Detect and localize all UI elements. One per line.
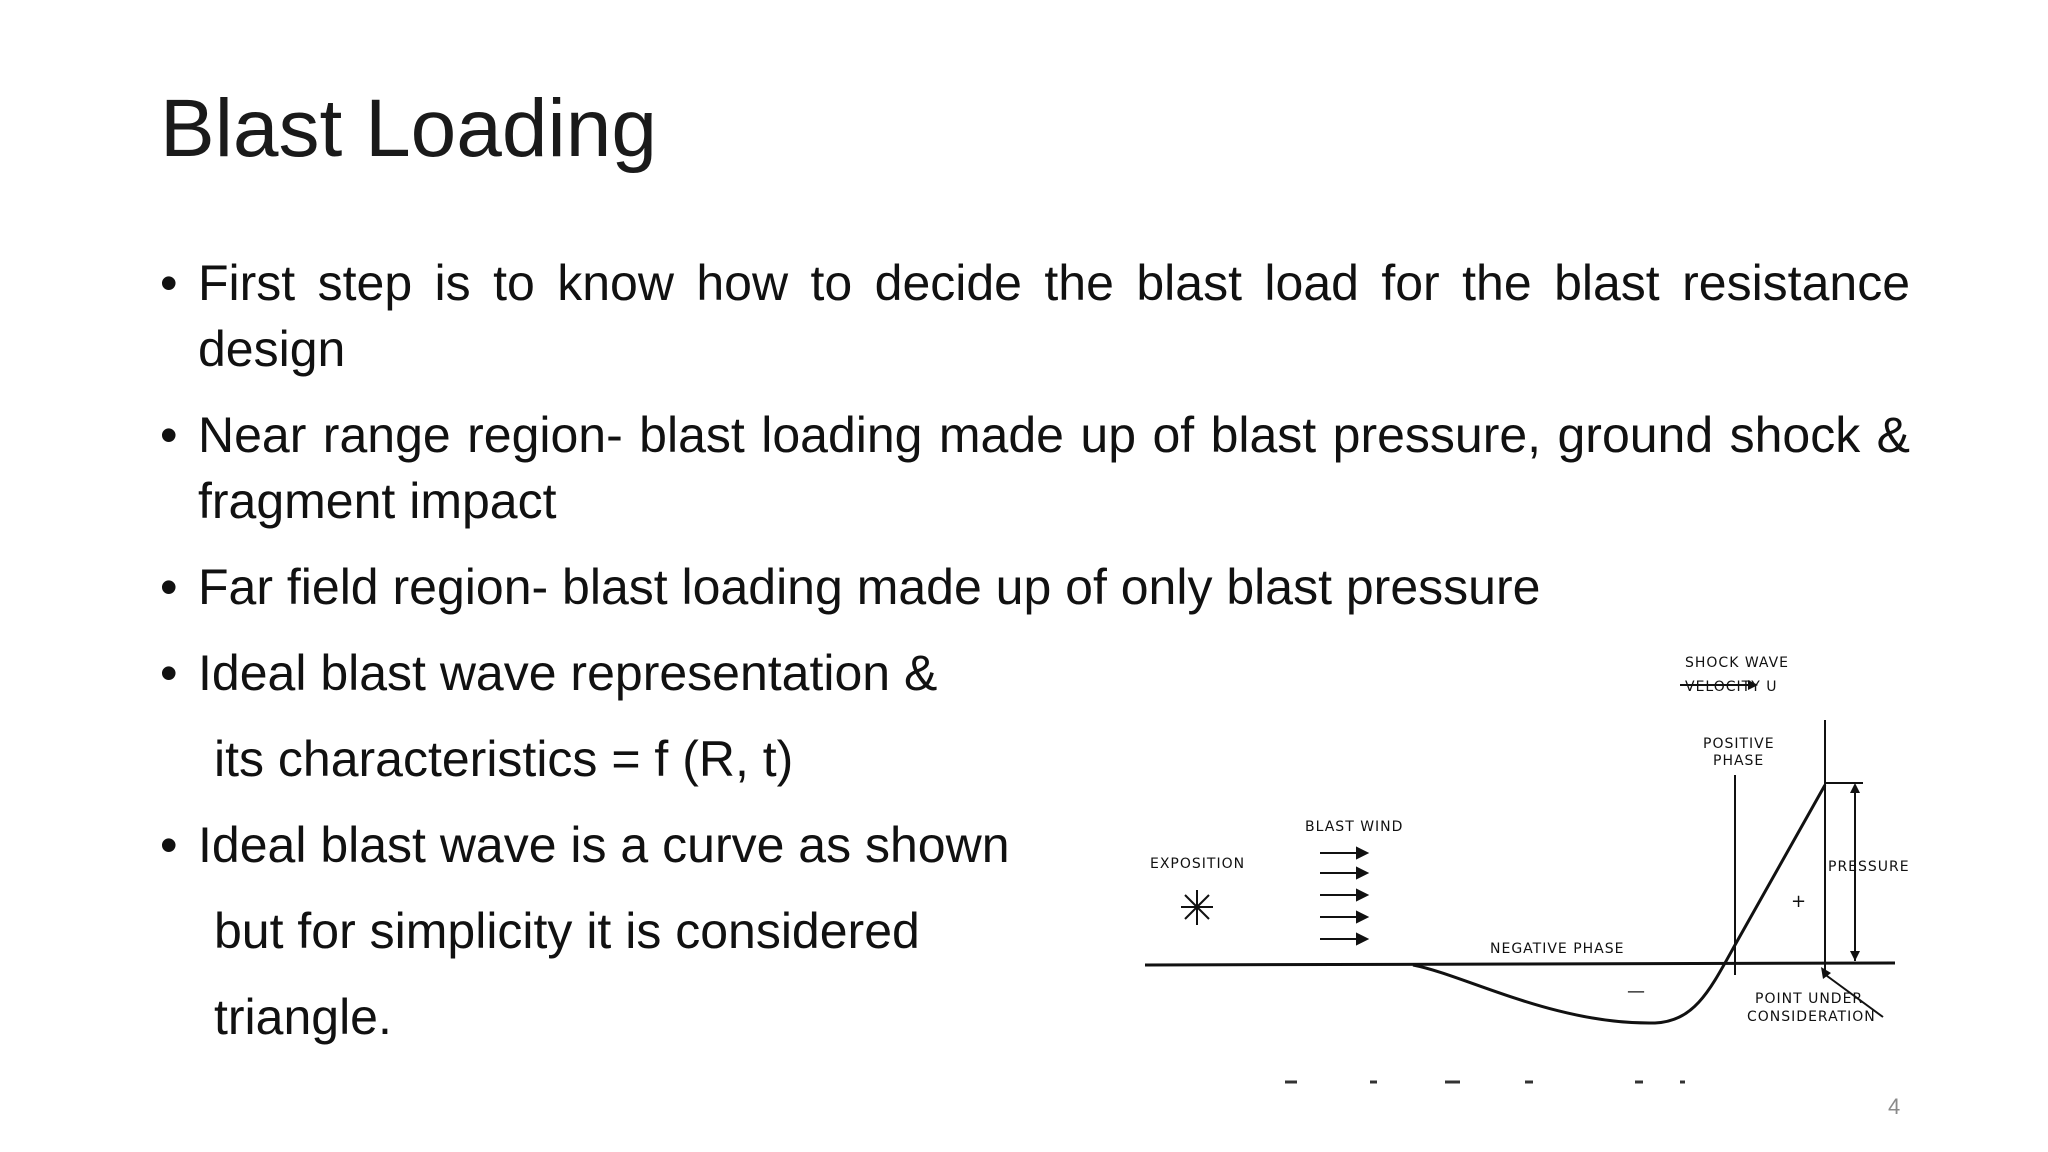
bullet-item: [160, 554, 1910, 620]
blast-wave-curve: [1413, 785, 1825, 1023]
label-positive: POSITIVE: [1703, 736, 1775, 752]
label-negative-phase: NEGATIVE PHASE: [1490, 941, 1625, 957]
bullet-text: Far field region- blast loading made up of only blast pressure: [198, 559, 1541, 615]
bullet-item: [160, 250, 1910, 382]
blast-wave-diagram: [1135, 645, 1910, 1095]
label-consideration: CONSIDERATION: [1747, 1009, 1876, 1025]
blast-wave-svg: [1135, 645, 1910, 1095]
pressure-arrow-down: [1850, 951, 1860, 961]
explosion-star-icon: [1181, 890, 1213, 925]
label-minus: —: [1627, 981, 1646, 1002]
bullet-marker: •: [160, 645, 178, 701]
label-shock-wave: SHOCK WAVE: [1685, 655, 1790, 671]
bullet-item: [160, 640, 1218, 706]
label-plus: +: [1791, 891, 1808, 912]
diagram-baseline: [1145, 963, 1895, 965]
bullet-continuation: but for simplicity it is considered: [214, 903, 920, 959]
bullet-text: Ideal blast wave is a curve as shown: [198, 817, 1010, 873]
bullet-marker: •: [160, 255, 178, 311]
label-point-under: POINT UNDER: [1755, 991, 1864, 1007]
label-phase: PHASE: [1713, 753, 1765, 769]
bullet-text: Ideal blast wave representation &: [198, 645, 938, 701]
bullet-text: First step is to know how to decide the blast load for the blast resistance design: [198, 255, 1910, 377]
blast-wind-arrows: [1320, 848, 1367, 944]
label-pressure: PRESSURE: [1828, 859, 1910, 875]
page-number: 4: [1888, 1094, 1901, 1119]
bullet-text: Near range region- blast loading made up of blast pressure, ground shock & fragment impact: [198, 407, 1910, 529]
bullet-marker: •: [160, 817, 178, 873]
label-velocity: VELOCITY U: [1685, 679, 1778, 695]
label-exposition: EXPOSITION: [1150, 856, 1246, 872]
bullet-item: [160, 402, 1910, 534]
slide-title: Blast Loading: [160, 83, 657, 174]
label-blast-wind: BLAST WIND: [1305, 819, 1404, 835]
bullet-continuation: triangle.: [214, 989, 392, 1045]
pressure-arrow-up: [1850, 783, 1860, 793]
bullet-marker: •: [160, 407, 178, 463]
bullet-marker: •: [160, 559, 178, 615]
bullet-item: [160, 812, 1218, 878]
bullet-continuation: its characteristics = f (R, t): [214, 731, 794, 787]
